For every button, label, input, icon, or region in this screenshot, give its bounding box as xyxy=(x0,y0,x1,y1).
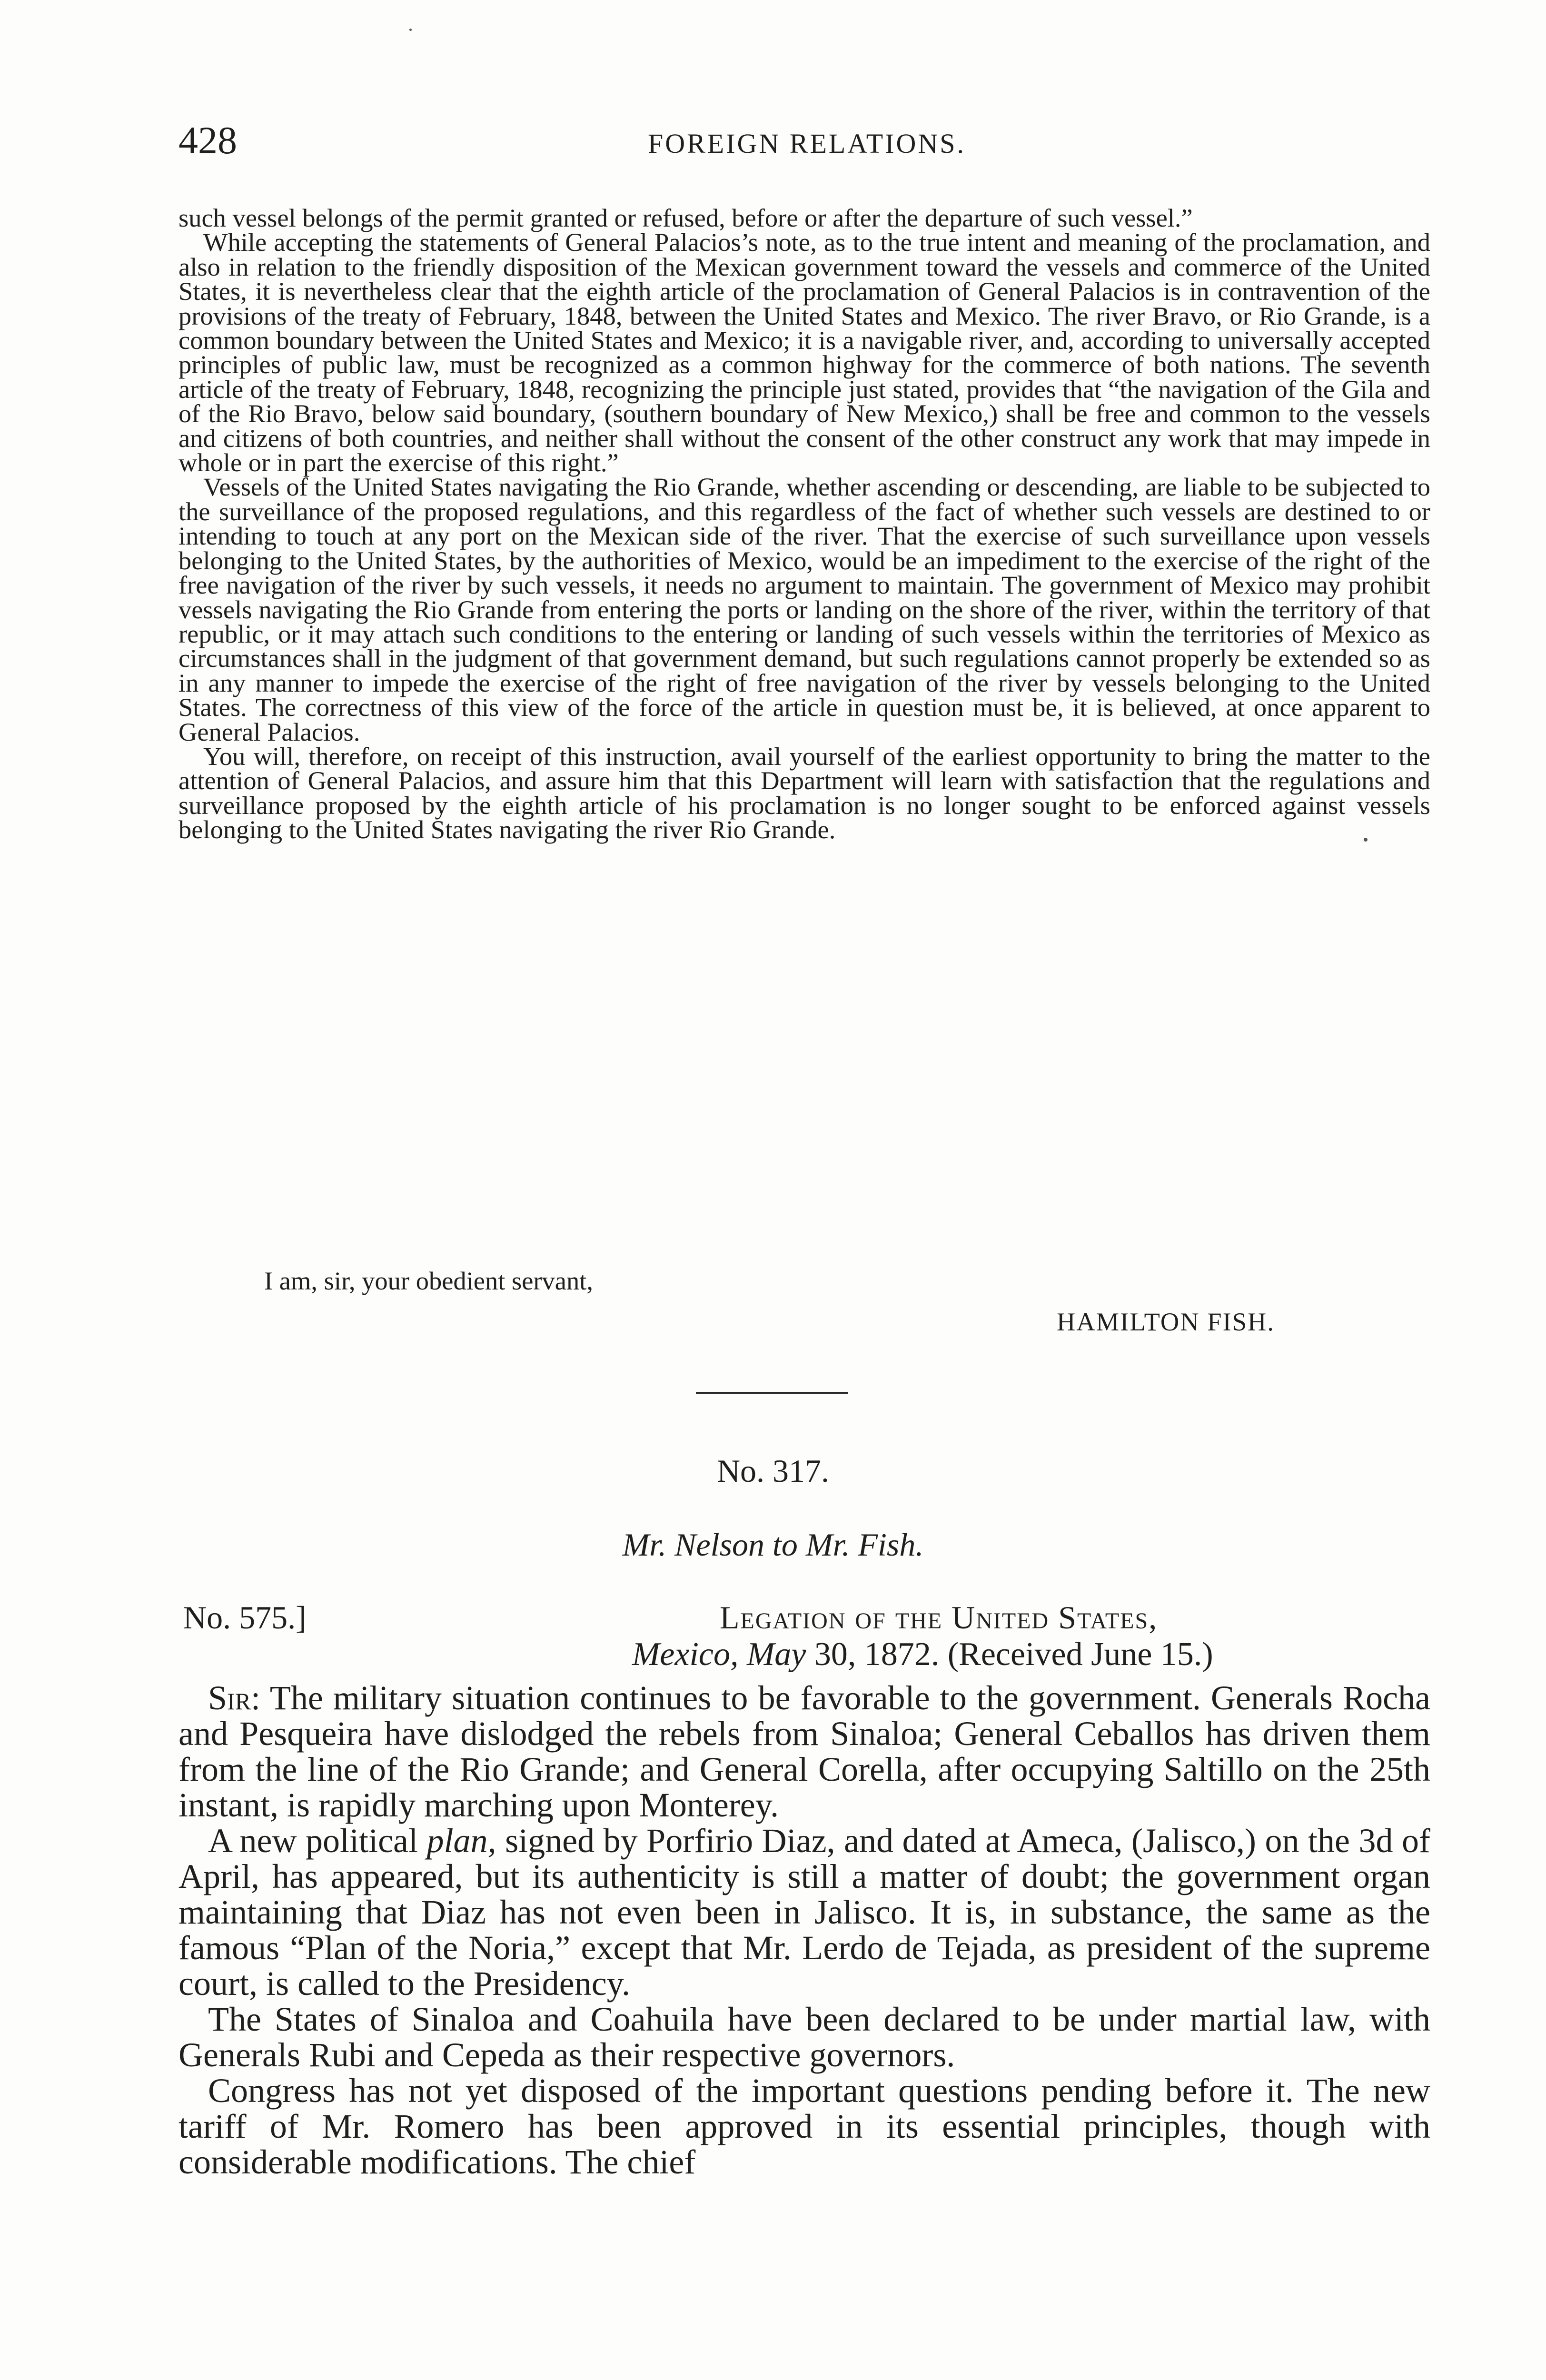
paragraph-congress: Congress has not yet disposed of the important questions pending before it. The new tariff of Mr. Romero has been approved in its essential principles, though with considerable modifications. The chief xyxy=(178,2072,1430,2181)
paragraph-political-plan xyxy=(178,1823,1430,2002)
closing-line: I am, sir, your obedient servant, xyxy=(264,1266,593,1295)
running-head: FOREIGN RELATIONS. xyxy=(647,128,966,159)
dateline-day-year: 30, 1872. xyxy=(814,1636,940,1673)
plan-italic-word: plan, xyxy=(426,1822,496,1860)
scan-speck xyxy=(409,29,412,31)
paragraph-military-text: The military situation continues to be favorable to the government. Generals Rocha and Pesqueira have dislodged the rebels from Sinaloa; General Ceballos has driven them from the line of the Rio Grande; and General Corella, after occupying Saltillo on the 25th instant, is rapidly marching upon Monterey. xyxy=(178,1679,1431,1824)
document-number: No. 317. xyxy=(716,1453,830,1489)
signature: HAMILTON FISH. xyxy=(1057,1307,1275,1336)
plan-text-after: signed by Porfirio Diaz, and dated at Ameca, (Jalisco,) on the 3d of April, has appeared, but its authenticity is still a matter of doubt; the government organ maintaining that Diaz has not even been in Jalisco. It is, in substance, the same as the famous “Plan of the Noria,” except that Mr. Lerdo de Tejada, as president of the supreme court, is called to the Presidency. xyxy=(178,1822,1430,2003)
legation-heading: Legation of the United States, xyxy=(720,1599,1158,1636)
paragraph-martial-law: The States of Sinaloa and Coahuila have been declared to be under martial law, with Generals Rubi and Cepeda as their respective governors. xyxy=(178,2000,1430,2074)
document-title: Mr. Nelson to Mr. Fish. xyxy=(622,1527,924,1563)
paragraph-treaty-contravention: While accepting the statements of General Palacios’s note, as to the true intent and meaning of the proclamation, and also in relation to the friendly disposition of the Mexican government toward the vessels and commerce of the United States, it is nevertheless clear that the eighth article of the proclamation of General Palacios is in contravention of the provisions of the treaty of February, 1848, between the United States and Mexico. The river Bravo, or Rio Grande, is a common boundary between the United States and Mexico; it is a navigable river, and, according to universally accepted principles of public law, must be recognized as a common highway for the commerce of both nations. The seventh article of the treaty of February, 1848, recognizing the principle just stated, provides that “the navigation of the Gila and of the Rio Bravo, below said boundary, (southern boundary of New Mexico,) shall be free and common to the vessels and citizens of both countries, and neither shall without the consent of the other construct any work that may impede in whole or in part the exercise of this right.” xyxy=(178,228,1430,477)
paragraph-military-situation xyxy=(178,1680,1430,1823)
dateline-place-date: Mexico, May xyxy=(632,1636,806,1673)
page-header xyxy=(178,117,1435,169)
page-number: 428 xyxy=(178,119,237,162)
scan-speck xyxy=(1364,838,1368,842)
dateline-received: (Received June 15.) xyxy=(947,1636,1213,1673)
letter-closing xyxy=(178,1266,1430,1336)
paragraph-instruction: You will, therefore, on receipt of this instruction, avail yourself of the earliest opportunity to bring the matter to the attention of General Palacios, and assure him that this Department will learn with satisfaction that the regulations and surveillance proposed by the eighth article of his proclamation is no longer sought to be enforced against vessels belonging to the United States navigating the river Rio Grande. xyxy=(178,741,1430,844)
dateline xyxy=(632,1636,1213,1674)
paragraph-continuation: such vessel belongs of the permit granted or refused, before or after the departure of such vessel.” xyxy=(178,203,1193,232)
paragraph-vessels-surveillance: Vessels of the United States navigating the Rio Grande, whether ascending or descending, are liable to be subjected to the surveillance of the proposed regulations, and this regardless of the fact of whether such vessels are destined to or intending to touch at any port on the Mexican side of the river. That the exercise of such surveillance upon vessels belonging to the United States, by the authorities of Mexico, would be an impediment to the exercise of the right of the free navigation of the river by such vessels, it needs no argument to maintain. The government of Mexico may prohibit vessels navigating the Rio Grande from entering the ports or landing on the shore of the river, within the territory of that republic, or it may attach such conditions to the entering or landing of such vessels within the territories of Mexico as circumstances shall in the judgment of that government demand, but such regulations cannot properly be extended so as in any manner to impede the exercise of the right of free navigation of the river by vessels belonging to the United States. The correctness of this view of the force of the article in question must be, it is believed, at once apparent to General Palacios. xyxy=(178,472,1430,746)
salutation: Sir: xyxy=(208,1679,261,1717)
dispatch-number: No. 575.] xyxy=(183,1599,307,1636)
section-divider xyxy=(696,1392,848,1394)
plan-text-before: A new political xyxy=(208,1822,418,1860)
previous-letter-body xyxy=(178,203,1430,844)
dispatch-body xyxy=(178,1680,1430,2180)
